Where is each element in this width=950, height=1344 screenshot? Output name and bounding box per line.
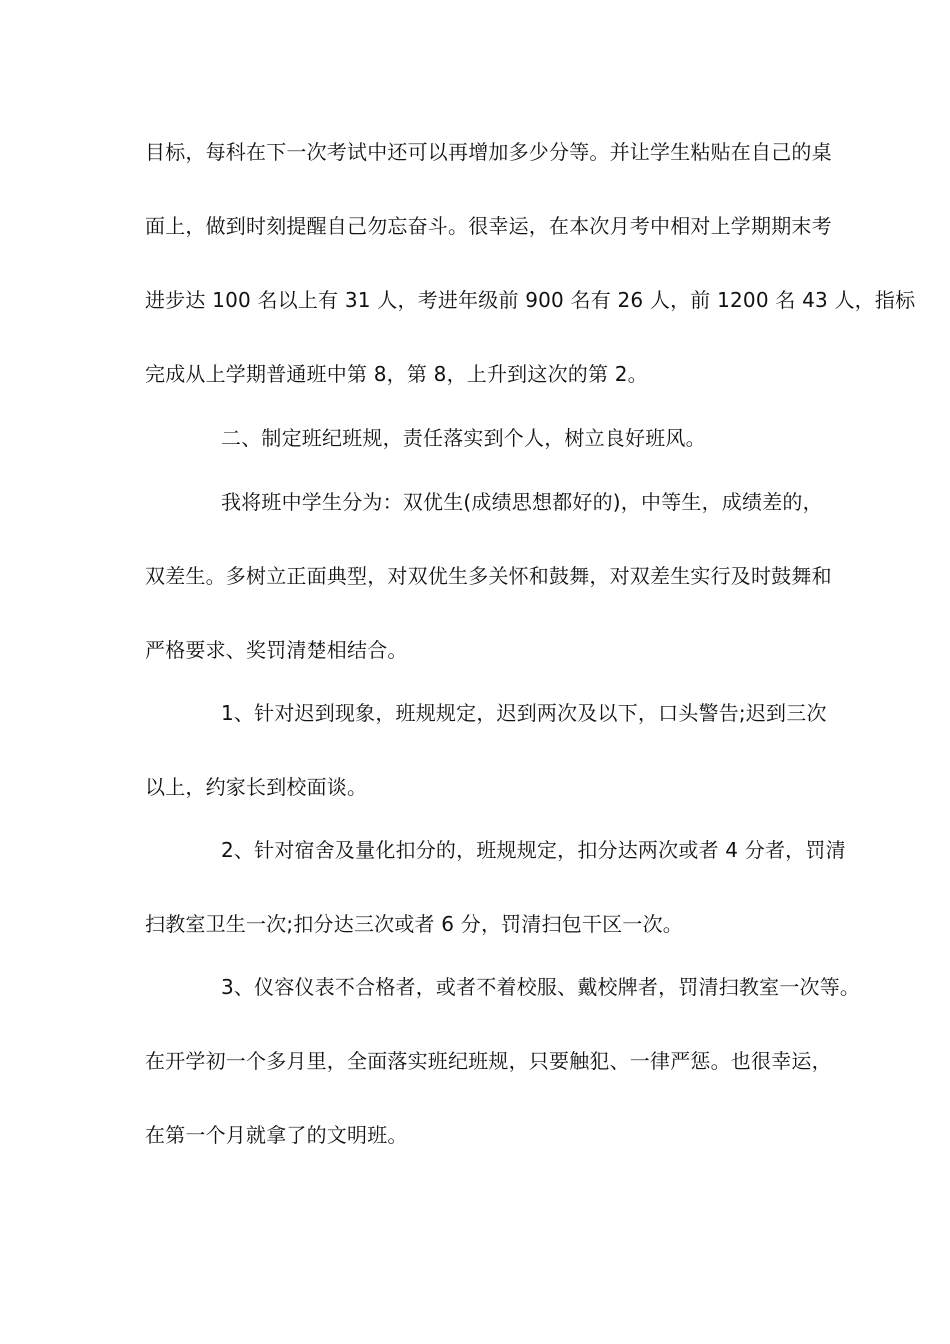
paragraph-line: 完成从上学期普通班中第 8，第 8，上升到这次的第 2。 <box>145 362 648 386</box>
list-item-line: 2、针对宿舍及量化扣分的，班规规定，扣分达两次或者 4 分者，罚清 <box>221 838 846 862</box>
list-item-line: 扫教室卫生一次;扣分达三次或者 6 分，罚清扫包干区一次。 <box>145 912 683 936</box>
list-item-line: 1、针对迟到现象，班规规定，迟到两次及以下，口头警告;迟到三次 <box>221 701 827 725</box>
paragraph-line: 在第一个月就拿了的文明班。 <box>145 1123 408 1147</box>
paragraph-line: 我将班中学生分为：双优生(成绩思想都好的)，中等生，成绩差的， <box>221 490 823 514</box>
paragraph-line: 进步达 100 名以上有 31 人，考进年级前 900 名有 26 人，前 1200 名 43 人，指标 <box>145 288 916 312</box>
paragraph-line: 目标，每科在下一次考试中还可以再增加多少分等。并让学生粘贴在自己的桌 <box>145 140 832 164</box>
paragraph-line: 双差生。多树立正面典型，对双优生多关怀和鼓舞，对双差生实行及时鼓舞和 <box>145 564 832 588</box>
paragraph-line: 面上，做到时刻提醒自己勿忘奋斗。很幸运，在本次月考中相对上学期期末考 <box>145 214 832 238</box>
list-item-line: 以上，约家长到校面谈。 <box>145 775 368 799</box>
section-heading: 二、制定班纪班规，责任落实到个人，树立良好班风。 <box>221 426 706 450</box>
list-item-line: 3、仪容仪表不合格者，或者不着校服、戴校牌者，罚清扫教室一次等。 <box>221 975 861 999</box>
paragraph-line: 在开学初一个多月里，全面落实班纪班规，只要触犯、一律严惩。也很幸运， <box>145 1049 832 1073</box>
paragraph-line: 严格要求、奖罚清楚相结合。 <box>145 638 408 662</box>
